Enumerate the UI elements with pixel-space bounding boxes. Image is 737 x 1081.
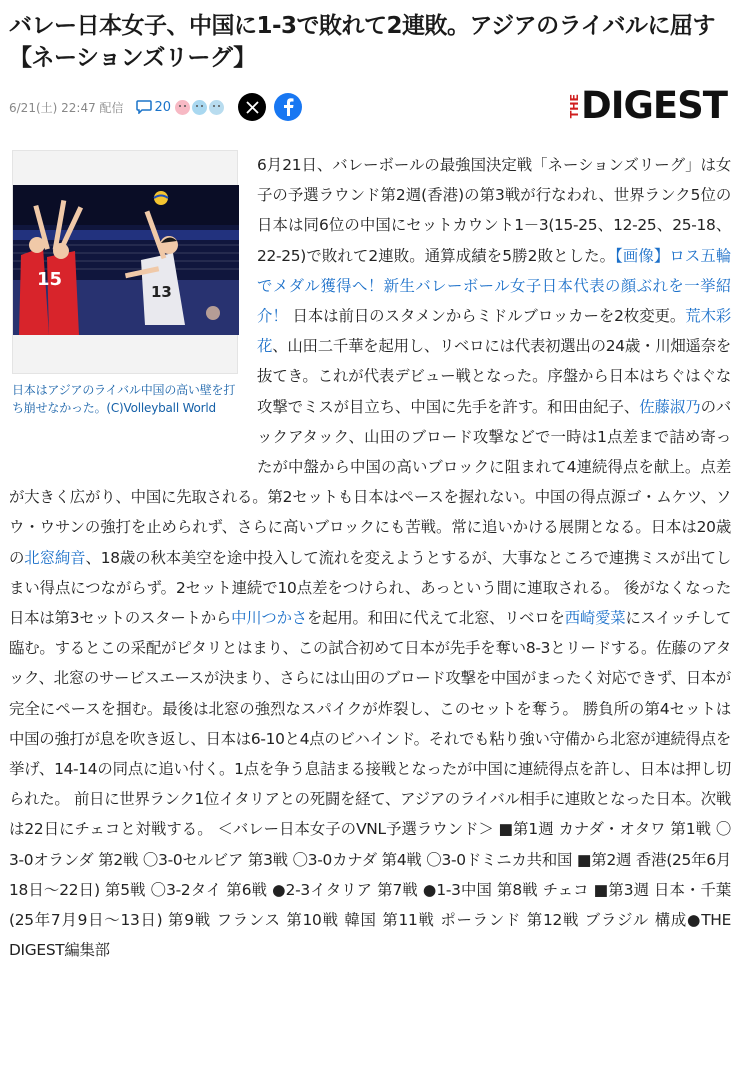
share-x-button[interactable]	[238, 93, 266, 121]
comment-count: 20	[154, 99, 172, 115]
logo-digest: DIGEST	[580, 84, 727, 127]
article-text: 6月21日、バレーボールの最強国決定戦「ネーションズリーグ」は女子の予選ラウンド第2週(香港)の第3戦が行なわれ、世界ランク5位の日本は同6位の中国にセットカウント1－3(15-25、12-25、25-18、22-25)で敗れて2連敗。通算成績を5勝2敗とした。	[257, 156, 731, 265]
player-link-araki[interactable]: 荒木彩花	[257, 307, 731, 356]
article-text: 、山田二千華を起用し、リベロには代表初選出の24歳・川畑遥奈を抜てき。これが代表デビュー戦となった。序盤から日本はちぐはぐな攻撃でミスが目立ち、中国に先手を許す。和田由紀子、	[257, 337, 731, 416]
logo-the: THE	[567, 93, 581, 119]
reaction-icons[interactable]	[175, 100, 226, 115]
article-text: のバックアタック、山田のブロード攻撃などで一時は1点差まで詰め寄ったが中盤から中国の高いブロックに阻まれて4連続得点を献上。点差が大きく広がり、中国に先取される。第2セットも日本はペースを握れない。中国の得点源ゴ・ムケツ、ソウ・ウサンの強打を止められず、さらに高いブロックにも苦戦。常に追いかける展開となる。日本は20歳の	[9, 397, 731, 567]
player-link-nishizaki[interactable]: 西崎愛菜	[564, 609, 626, 628]
photo-caption: 日本はアジアのライバル中国の高い壁を打ち崩せなかった。(C)Volleyball World	[12, 383, 236, 415]
facebook-icon	[282, 98, 294, 116]
share-facebook-button[interactable]	[274, 93, 302, 121]
article-body	[9, 150, 731, 965]
article-meta	[9, 90, 310, 124]
article-text: にスイッチして臨む。するとこの采配がピタリとはまり、この試合初めて日本が先手を奪い8-3とリードする。佐藤のアタック、北窓のサービスエースが決まり、さらには山田のブロード攻撃を中国がまったく対応できず、日本が完全にペースを掴む。最後は北窓の強烈なスパイクが炸裂し、このセットを奪う。 勝負所の第4セットは中国の強打が息を吹き返し、日本は6-10と4点のビハインド。それでも粘り強い守備から北窓が連続得点を挙げ、14-14の同点に追い付く。1点を争う息詰まる接戦となったが中国に連続得点を許し、日本は押し切られた。 前日に世界ランク1位イタリアとの死闘を経て、アジアのライバル相手に連敗となった日本。次戦は22日にチェコと対戦する。 ＜バレー日本女子のVNL予選ラウンド＞ ■第1週 カナダ・オタワ 第1戦 〇3-0オランダ 第2戦 〇3-0セルビア 第3戦 〇3-0カナダ 第4戦 〇3-0ドミニカ共和国 ■第2週 香港(25年6月18日～22日) 第5戦 〇3-2タイ 第6戦 ●2-3イタリア 第7戦 ●1-3中国 第8戦 チェコ ■第3週 日本・千葉(25年7月9日～13日) 第9戦 フランス 第10戦 韓国 第11戦 ポーランド 第12戦 ブラジル 構成●THE DIGEST編集部	[9, 609, 731, 960]
reaction-face-icon	[175, 100, 190, 115]
gallery-link[interactable]: 【画像】ロス五輪でメダル獲得へ！新生バレーボール女子日本代表の顔ぶれを一挙紹介！	[257, 246, 731, 326]
player-link-kitamado[interactable]: 北窓絢音	[24, 548, 86, 567]
svg-text:13: 13	[151, 283, 172, 301]
share-buttons	[238, 93, 310, 121]
comments-link[interactable]	[136, 100, 172, 115]
article-text: 、18歳の秋本美空を途中投入して流れを変えようとするが、大事なところで連携ミスが出てしまい得点につながらず。2セット連続で10点差をつけられ、あっという間に連取される。 後がなくなった日本は第3セットのスタートから	[9, 548, 732, 628]
headline: バレー日本女子、中国に1-3で敗れて2連敗。アジアのライバルに屈す【ネーションズリーグ】	[9, 13, 715, 71]
player-link-sato[interactable]: 佐藤淑乃	[639, 397, 701, 416]
article-text: を起用。和田に代えて北窓、リベロを	[306, 609, 565, 628]
x-icon	[246, 101, 259, 114]
photo-spacer	[9, 150, 257, 468]
article-text: 日本は前日のスタメンからミドルブロッカーを2枚変更。	[287, 307, 686, 326]
publish-date: 6/21(土) 22:47 配信	[9, 100, 124, 115]
player-link-nakagawa[interactable]: 中川つかさ	[231, 609, 307, 628]
reaction-face-icon	[192, 100, 207, 115]
svg-text:15: 15	[37, 269, 63, 290]
comment-icon	[136, 100, 152, 114]
site-logo[interactable]	[569, 86, 727, 126]
reaction-face-icon	[209, 100, 224, 115]
